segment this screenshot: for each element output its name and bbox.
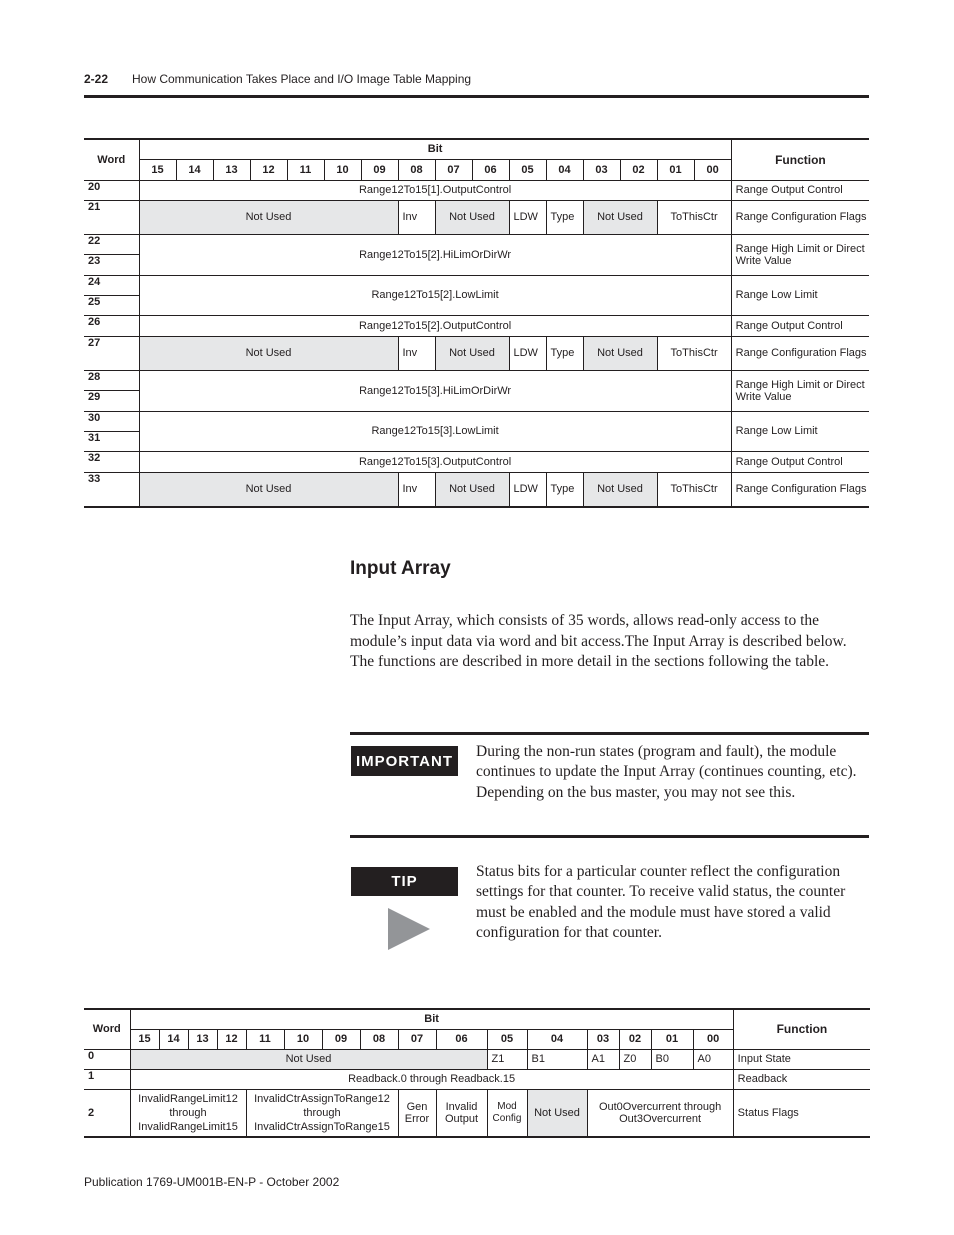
flag-cell: LDW [509, 336, 546, 370]
important-text: During the non-run states (program and fault), the module continues to update the Input Array (continues counting, etc). Depending on the bus master, you may not see this. [476, 743, 857, 801]
field-name: Range12To15[2].HiLimOrDirWr [139, 234, 731, 275]
flag-cell: Type [546, 472, 583, 507]
field-name: Range12To15[3].LowLimit [139, 411, 731, 451]
important-top-rule [350, 732, 869, 735]
function-cell: Input State [733, 1049, 870, 1069]
flag-cell: B0 [651, 1049, 693, 1069]
flag-cell: Not Used [139, 200, 398, 234]
bit-number: 15 [130, 1029, 159, 1049]
word-number: 30 [84, 411, 139, 431]
flag-cell: ToThisCtr [657, 200, 731, 234]
flag-cell: ToThisCtr [657, 472, 731, 507]
bit-number: 09 [322, 1029, 360, 1049]
section-paragraph: The Input Array, which consists of 35 words, allows read-only access to the module’s input data via word and bit access.The Input Array is described below. The functions are described in more detail in the sections following the table. [350, 612, 847, 670]
bit-number: 05 [509, 159, 546, 180]
flag-cell: LDW [509, 200, 546, 234]
bit-number: 00 [693, 1029, 733, 1049]
function-header: Function [733, 1009, 870, 1049]
bit-number: 14 [159, 1029, 188, 1049]
flag-cell: LDW [509, 472, 546, 507]
word-header: Word [84, 1009, 130, 1049]
tip-badge: TIP [351, 867, 458, 896]
status-line: Output [444, 1112, 479, 1125]
bit-number: 12 [250, 159, 287, 180]
bit-number: 14 [176, 159, 213, 180]
header-rule [84, 95, 869, 98]
word-number: 26 [84, 315, 139, 336]
status-line: InvalidCtrAssignToRange15 [254, 1120, 390, 1133]
word-number: 32 [84, 451, 139, 472]
status-line: Out0Overcurrent through [598, 1100, 722, 1113]
bit-number: 13 [188, 1029, 217, 1049]
function-cell: Range High Limit or Direct Write Value [731, 234, 869, 275]
status-line: InvalidRangeLimit12 [138, 1092, 238, 1105]
word-number: 1 [84, 1069, 130, 1089]
bit-number: 06 [436, 1029, 487, 1049]
flag-cell: Inv [398, 200, 435, 234]
range-output-table [84, 138, 869, 508]
bit-number: 11 [246, 1029, 284, 1049]
status-cell [130, 1089, 246, 1137]
bit-number: 05 [487, 1029, 527, 1049]
word-number: 28 [84, 370, 139, 390]
word-number: 21 [84, 200, 139, 234]
flag-cell: Not Used [435, 336, 509, 370]
status-line: Out3Overcurrent [619, 1112, 702, 1125]
flag-cell: Not Used [583, 336, 657, 370]
status-cell [587, 1089, 733, 1137]
status-line: Gen [406, 1100, 428, 1113]
bit-number: 04 [527, 1029, 587, 1049]
running-header-title: How Communication Takes Place and I/O Image Table Mapping [132, 72, 472, 86]
flag-cell: Not Used [435, 200, 509, 234]
bit-number: 09 [361, 159, 398, 180]
flag-cell: Inv [398, 472, 435, 507]
bit-number: 12 [217, 1029, 246, 1049]
status-cell [398, 1089, 436, 1137]
bit-number: 03 [583, 159, 620, 180]
status-cell [436, 1089, 487, 1137]
flag-cell: Not Used [583, 200, 657, 234]
play-triangle-icon [386, 906, 432, 952]
function-cell: Range Configuration Flags [731, 336, 869, 370]
flag-cell: Not Used [435, 472, 509, 507]
word-number: 20 [84, 180, 139, 200]
word-number: 29 [84, 390, 139, 411]
status-line: through [169, 1106, 207, 1119]
status-line: InvalidRangeLimit15 [138, 1120, 238, 1133]
status-cell [487, 1089, 527, 1137]
status-line: through [303, 1106, 341, 1119]
flag-cell: Z1 [487, 1049, 527, 1069]
bit-header: Bit [130, 1009, 733, 1029]
bit-number: 02 [619, 1029, 651, 1049]
function-header: Function [731, 139, 869, 180]
bit-number: 08 [398, 159, 435, 180]
function-cell: Range Output Control [731, 451, 869, 472]
status-cell: Not Used [527, 1089, 587, 1137]
field-name: Range12To15[2].LowLimit [139, 275, 731, 315]
input-array-table [84, 1008, 870, 1138]
flag-cell: Not Used [130, 1049, 487, 1069]
word-number: 23 [84, 254, 139, 275]
publication-footer: Publication 1769-UM001B-EN-P - October 2002 [84, 1175, 340, 1189]
function-cell: Range High Limit or Direct Write Value [731, 370, 869, 411]
word-number: 22 [84, 234, 139, 254]
status-line: Invalid [445, 1100, 478, 1113]
field-name: Range12To15[2].OutputControl [139, 315, 731, 336]
word-number: 27 [84, 336, 139, 370]
function-cell: Range Configuration Flags [731, 200, 869, 234]
flag-cell: Inv [398, 336, 435, 370]
flag-cell: Z0 [619, 1049, 651, 1069]
word-header: Word [84, 139, 139, 180]
bit-number: 07 [398, 1029, 436, 1049]
bit-number: 11 [287, 159, 324, 180]
word-number: 24 [84, 275, 139, 295]
flag-cell: Type [546, 336, 583, 370]
field-name: Range12To15[3].HiLimOrDirWr [139, 370, 731, 411]
status-line: Mod [497, 1100, 517, 1112]
field-name: Range12To15[1].OutputControl [139, 180, 731, 200]
status-line: InvalidCtrAssignToRange12 [254, 1092, 390, 1105]
bit-number: 00 [694, 159, 731, 180]
page-number: 2-22 [84, 72, 109, 86]
word-number: 25 [84, 295, 139, 315]
bit-number: 07 [435, 159, 472, 180]
bit-number: 13 [213, 159, 250, 180]
function-cell: Range Low Limit [731, 275, 869, 315]
flag-cell: Type [546, 200, 583, 234]
flag-cell: Not Used [139, 472, 398, 507]
bit-number: 10 [284, 1029, 322, 1049]
function-cell: Status Flags [733, 1089, 870, 1137]
bit-number: 06 [472, 159, 509, 180]
flag-cell: Not Used [583, 472, 657, 507]
bit-number: 01 [651, 1029, 693, 1049]
status-line: Config [492, 1112, 522, 1124]
status-cell [246, 1089, 398, 1137]
function-cell: Range Configuration Flags [731, 472, 869, 507]
bit-number: 04 [546, 159, 583, 180]
function-cell: Readback [733, 1069, 870, 1089]
function-cell: Range Low Limit [731, 411, 869, 451]
bit-number: 15 [139, 159, 176, 180]
important-badge: IMPORTANT [351, 746, 458, 776]
bit-number: 02 [620, 159, 657, 180]
word-number: 0 [84, 1049, 130, 1069]
tip-text: Status bits for a particular counter reflect the configuration settings for that counter. To receive valid status, the counter must be enabled and the module must have stored a valid configuration for that counter. [476, 863, 846, 941]
flag-cell: ToThisCtr [657, 336, 731, 370]
bit-number: 10 [324, 159, 361, 180]
bit-number: 03 [587, 1029, 619, 1049]
flag-cell: A1 [587, 1049, 619, 1069]
function-cell: Range Output Control [731, 180, 869, 200]
field-name: Range12To15[3].OutputControl [139, 451, 731, 472]
section-title: Input Array [350, 558, 451, 579]
bit-number: 08 [360, 1029, 398, 1049]
bit-number: 01 [657, 159, 694, 180]
function-cell: Range Output Control [731, 315, 869, 336]
word-number: 33 [84, 472, 139, 507]
word-number: 2 [84, 1089, 130, 1137]
flag-cell: B1 [527, 1049, 587, 1069]
important-bottom-rule [350, 835, 869, 838]
bit-header: Bit [139, 139, 731, 159]
flag-cell: Not Used [139, 336, 398, 370]
flag-cell: A0 [693, 1049, 733, 1069]
word-number: 31 [84, 431, 139, 451]
status-line: Error [404, 1112, 430, 1125]
field-name: Readback.0 through Readback.15 [130, 1069, 733, 1089]
